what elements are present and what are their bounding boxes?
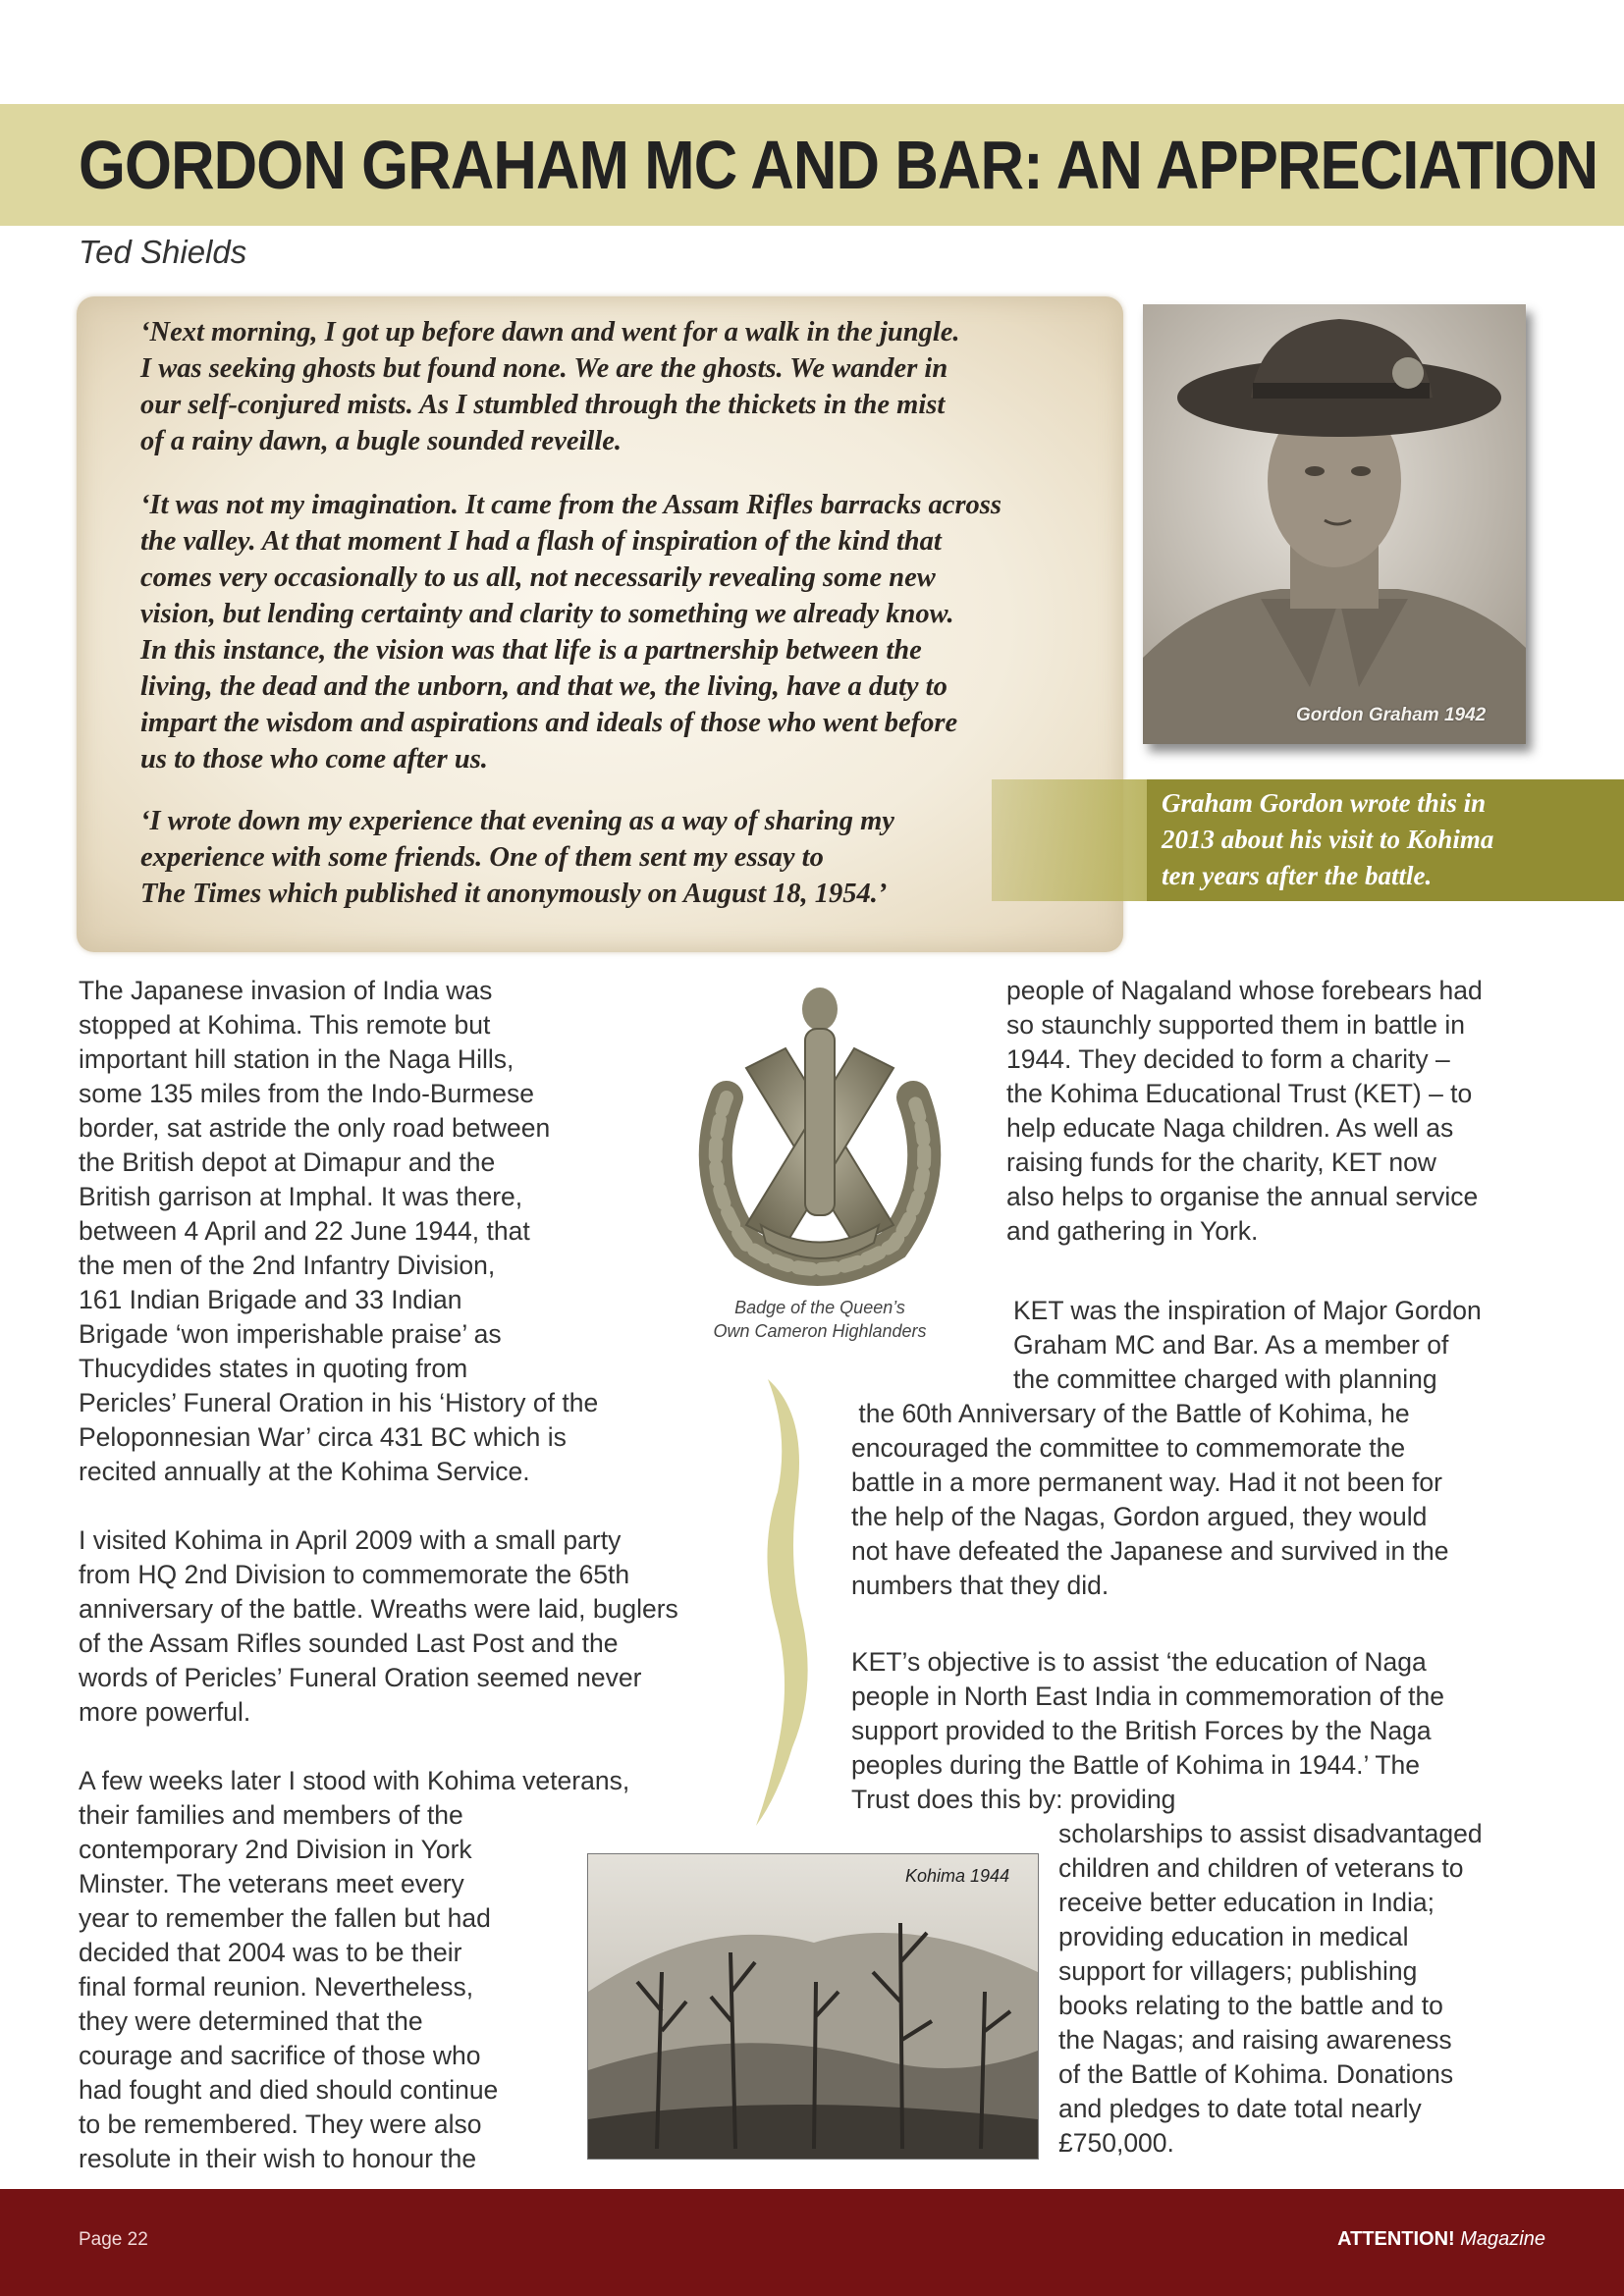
right-paragraph-1 (1006, 974, 1596, 1249)
text-line: support for villagers; publishing (1058, 1956, 1418, 1986)
olive-caption-fade (992, 779, 1149, 901)
text-line: recited annually at the Kohima Service. (79, 1457, 530, 1486)
battlefield-landscape-illustration (588, 1854, 1038, 2159)
text-line: more powerful. (79, 1697, 251, 1727)
portrait-photo (1143, 304, 1526, 744)
text-line: of the Battle of Kohima. Donations (1058, 2059, 1454, 2089)
text-line: books relating to the battle and to (1058, 1991, 1443, 2020)
text-line: stopped at Kohima. This remote but (79, 1010, 491, 1040)
decorative-swirl (748, 1374, 827, 1836)
text-line: KET was the inspiration of Major Gordon (1013, 1296, 1482, 1325)
text-line: courage and sacrifice of those who (79, 2041, 481, 2070)
text-line: encouraged the committee to commemorate the (851, 1433, 1406, 1463)
right-paragraph-3-bottom (1058, 1817, 1608, 2161)
text-line: they were determined that the (79, 2006, 423, 2036)
text-line: Graham MC and Bar. As a member of (1013, 1330, 1449, 1360)
text-line: Brigade ‘won imperishable praise’ as (79, 1319, 502, 1349)
text-line: British garrison at Imphal. It was there, (79, 1182, 523, 1211)
text-line: children and children of veterans to (1058, 1853, 1464, 1883)
text-line: A few weeks later I stood with Kohima veterans, (79, 1766, 630, 1795)
magazine-name (1337, 2228, 1545, 2251)
text-line: raising funds for the charity, KET now (1006, 1148, 1436, 1177)
text-line: impart the wisdom and aspirations and ideals of those who went before (140, 708, 958, 738)
text-line: between 4 April and 22 June 1944, that (79, 1216, 530, 1246)
text-line: 2013 about his visit to Kohima (1162, 825, 1494, 854)
text-line: Badge of the Queen’s (734, 1298, 905, 1317)
text-line: providing education in medical (1058, 1922, 1409, 1951)
text-line: experience with some friends. One of them sent my essay to (140, 842, 824, 873)
text-line: KET’s objective is to assist ‘the education of Naga (851, 1647, 1427, 1677)
text-line: ten years after the battle. (1162, 861, 1433, 890)
left-paragraph-2 (79, 1523, 766, 1730)
text-line: scholarships to assist disadvantaged (1058, 1819, 1483, 1848)
cameron-highlanders-badge-icon (668, 980, 972, 1294)
text-line: to be remembered. They were also (79, 2109, 482, 2139)
text-line: Graham Gordon wrote this in (1162, 788, 1487, 818)
text-line: had fought and died should continue (79, 2075, 499, 2105)
text-line: year to remember the fallen but had (79, 1903, 491, 1933)
page-number: Page 22 (79, 2229, 148, 2250)
text-line: the 60th Anniversary of the Battle of Kohima, he (851, 1399, 1410, 1428)
text-line: 1944. They decided to form a charity – (1006, 1044, 1450, 1074)
text-line: so staunchly supported them in battle in (1006, 1010, 1465, 1040)
text-line: the Kohima Educational Trust (KET) – to (1006, 1079, 1473, 1108)
text-line: and gathering in York. (1006, 1216, 1259, 1246)
kohima-1944-photo (587, 1853, 1039, 2160)
text-line: The Times which published it anonymously on August 18, 1954.’ (140, 879, 888, 909)
text-line: living, the dead and the unborn, and that we, the living, have a duty to (140, 671, 947, 702)
kohima-photo-caption: Kohima 1944 (905, 1866, 1010, 1886)
text-line: from HQ 2nd Division to commemorate the 65th (79, 1560, 630, 1589)
author-byline: Ted Shields (79, 234, 247, 270)
page-title: GORDON GRAHAM MC AND BAR: AN APPRECIATION (79, 127, 1598, 203)
text-line: the men of the 2nd Infantry Division, (79, 1251, 496, 1280)
text-line: Peloponnesian War’ circa 431 BC which is (79, 1422, 567, 1452)
right-paragraph-2-bottom (851, 1397, 1607, 1603)
text-line: Own Cameron Highlanders (713, 1321, 927, 1341)
text-line: ‘Next morning, I got up before dawn and went for a walk in the jungle. (140, 317, 960, 347)
text-line: the Nagas; and raising awareness (1058, 2025, 1452, 2055)
text-line: people of Nagaland whose forebears had (1006, 976, 1483, 1005)
text-line: The Japanese invasion of India was (79, 976, 493, 1005)
text-line: their families and members of the (79, 1800, 463, 1830)
text-line: Thucydides states in quoting from (79, 1354, 468, 1383)
text-line: resolute in their wish to honour the (79, 2144, 477, 2173)
text-line: important hill station in the Naga Hills, (79, 1044, 514, 1074)
text-line: the committee charged with planning (1013, 1364, 1437, 1394)
text-line: ‘It was not my imagination. It came from the Assam Rifles barracks across (140, 490, 1001, 520)
text-line: not have defeated the Japanese and survived in the (851, 1536, 1449, 1566)
text-line: of the Assam Rifles sounded Last Post and the (79, 1629, 619, 1658)
text-line: the British depot at Dimapur and the (79, 1148, 496, 1177)
text-line: receive better education in India; (1058, 1888, 1435, 1917)
text-line: battle in a more permanent way. Had it not been for (851, 1468, 1442, 1497)
text-line: final formal reunion. Nevertheless, (79, 1972, 474, 2002)
left-paragraph-1 (79, 974, 687, 1489)
text-line: I visited Kohima in April 2009 with a small party (79, 1525, 622, 1555)
badge-image (668, 980, 972, 1294)
text-line: 161 Indian Brigade and 33 Indian (79, 1285, 462, 1314)
text-line: £750,000. (1058, 2128, 1174, 2158)
text-line: also helps to organise the annual service (1006, 1182, 1479, 1211)
magazine-brand: ATTENTION! (1337, 2228, 1455, 2250)
text-line: ‘I wrote down my experience that evening as a way of sharing my (140, 806, 894, 836)
text-line: In this instance, the vision was that life is a partnership between the (140, 635, 922, 666)
text-line: help educate Naga children. As well as (1006, 1113, 1454, 1143)
magazine-label: Magazine (1454, 2228, 1545, 2250)
text-line: the help of the Nagas, Gordon argued, they would (851, 1502, 1428, 1531)
text-line: Trust does this by: providing (851, 1785, 1176, 1814)
right-paragraph-3-top (851, 1645, 1607, 1817)
text-line: us to those who come after us. (140, 744, 488, 774)
text-line: peoples during the Battle of Kohima in 1944.’ The (851, 1750, 1420, 1780)
text-line: comes very occasionally to us all, not necessarily revealing some new (140, 562, 936, 593)
text-line: vision, but lending certainty and clarity to something we already know. (140, 599, 954, 629)
olive-caption-text (1162, 785, 1613, 894)
text-line: people in North East India in commemoration of the (851, 1682, 1444, 1711)
right-paragraph-2-top (1013, 1294, 1602, 1397)
text-line: and pledges to date total nearly (1058, 2094, 1422, 2123)
swirl-ornament-icon (748, 1374, 827, 1836)
text-line: Pericles’ Funeral Oration in his ‘History of the (79, 1388, 599, 1417)
text-line: contemporary 2nd Division in York (79, 1835, 472, 1864)
text-line: support provided to the British Forces by the Naga (851, 1716, 1432, 1745)
text-line: words of Pericles’ Funeral Oration seemed never (79, 1663, 642, 1692)
soldier-portrait-illustration (1143, 304, 1526, 744)
text-line: the valley. At that moment I had a flash of inspiration of the kind that (140, 526, 942, 557)
text-line: I was seeking ghosts but found none. We are the ghosts. We wander in (140, 353, 948, 384)
text-line: Minster. The veterans meet every (79, 1869, 464, 1898)
text-line: border, sat astride the only road between (79, 1113, 551, 1143)
text-line: decided that 2004 was to be their (79, 1938, 462, 1967)
text-line: anniversary of the battle. Wreaths were laid, buglers (79, 1594, 678, 1624)
text-line: our self-conjured mists. As I stumbled through the thickets in the mist (140, 390, 946, 420)
quote-paragraph-1 (140, 314, 1122, 459)
text-line: of a rainy dawn, a bugle sounded reveille. (140, 426, 623, 456)
text-line: some 135 miles from the Indo-Burmese (79, 1079, 534, 1108)
text-line: numbers that they did. (851, 1571, 1110, 1600)
quote-paragraph-2 (140, 487, 1122, 777)
quote-paragraph-3 (140, 803, 1122, 912)
portrait-caption: Gordon Graham 1942 (1296, 705, 1487, 725)
badge-caption (687, 1296, 952, 1343)
